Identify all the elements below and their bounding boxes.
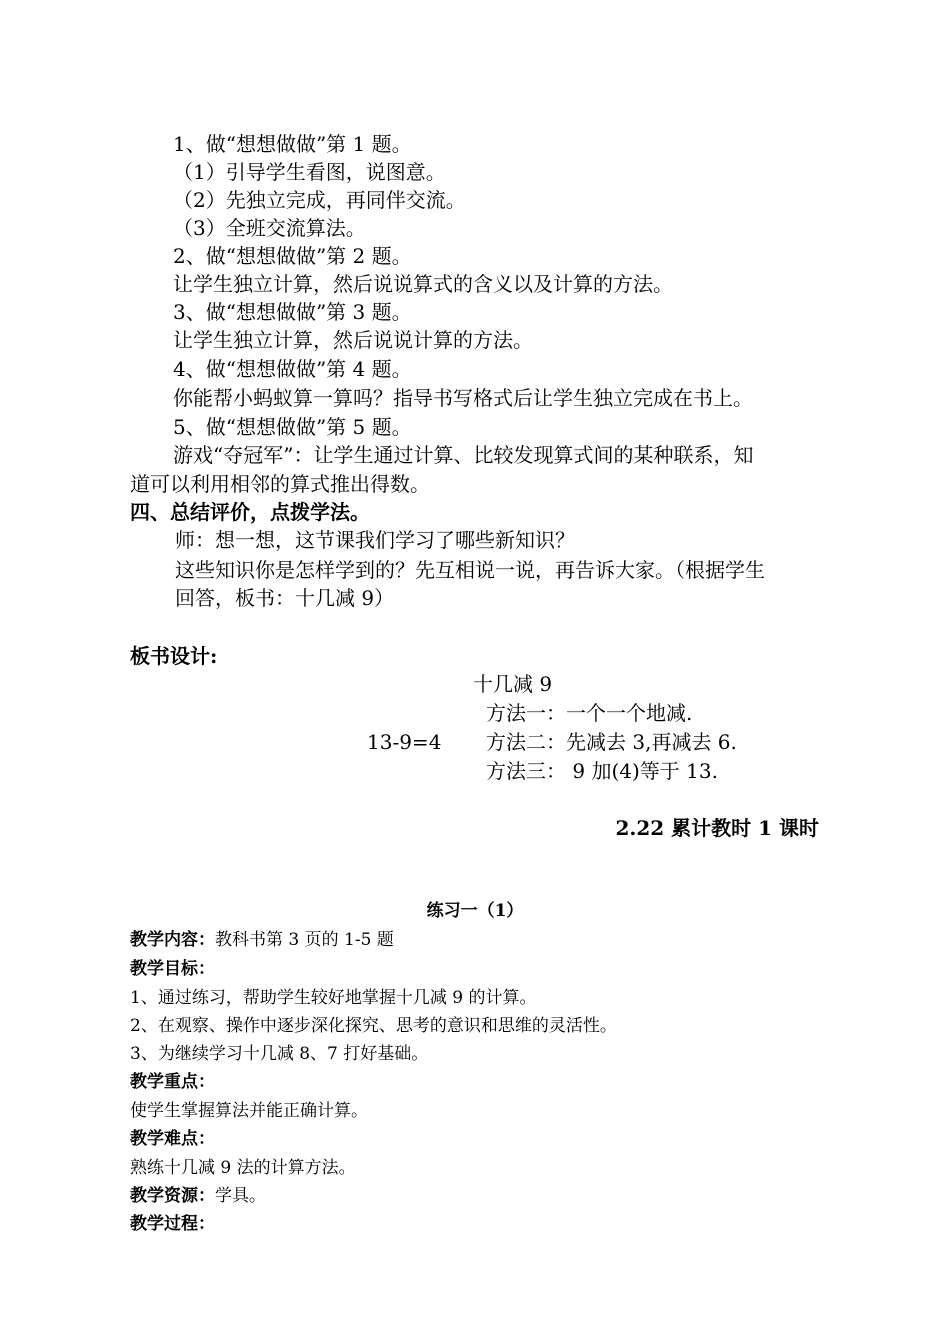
- teaching-goals-label: 教学目标：: [130, 959, 215, 979]
- teaching-resources: [130, 1184, 266, 1208]
- item-5: 5、做“想想做做”第 5 题。: [173, 415, 412, 439]
- key-point-value: 使学生掌握算法并能正确计算。: [130, 1101, 368, 1121]
- board-method-1: 方法一：一个一个地减.: [486, 701, 693, 725]
- item-3-desc: 让学生独立计算，然后说说计算的方法。: [173, 328, 533, 352]
- item-5-desc-line-2: 道可以利用相邻的算式推出得数。: [130, 472, 430, 496]
- item-2: 2、做“想想做做”第 2 题。: [173, 244, 412, 268]
- item-1-sub-2: （2）先独立完成，再同伴交流。: [173, 188, 466, 212]
- teaching-process-label: 教学过程：: [130, 1214, 215, 1234]
- goal-1: 1、通过练习，帮助学生较好地掌握十几减 9 的计算。: [130, 988, 537, 1008]
- board-title: 十几减 9: [473, 672, 553, 696]
- board-equation: 13-9=4: [367, 730, 442, 754]
- teaching-content-value: 教科书第 3 页的 1-5 题: [215, 930, 394, 950]
- item-3: 3、做“想想做做”第 3 题。: [173, 300, 412, 324]
- item-1-sub-3: （3）全班交流算法。: [173, 216, 366, 240]
- summary-line-2: 回答，板书：十几减 9）: [175, 586, 395, 610]
- item-4: 4、做“想想做做”第 4 题。: [173, 357, 412, 381]
- section-4-heading: 四、总结评价，点拨学法。: [130, 500, 370, 524]
- summary-line-1: 这些知识你是怎样学到的？先互相说一说，再告诉大家。（根据学生: [175, 558, 765, 582]
- difficulty-value: 熟练十几减 9 法的计算方法。: [130, 1158, 356, 1178]
- key-point-label: 教学重点：: [130, 1072, 215, 1092]
- item-2-desc: 让学生独立计算，然后说说算式的含义以及计算的方法。: [173, 272, 673, 296]
- item-1-sub-1: （1）引导学生看图，说图意。: [173, 160, 446, 184]
- lesson-counter: 2.22 累计教时 1 课时: [615, 816, 819, 840]
- item-1: 1、做“想想做做”第 1 题。: [173, 132, 412, 156]
- goal-2: 2、在观察、操作中逐步深化探究、思考的意识和思维的灵活性。: [130, 1016, 617, 1036]
- board-method-2: 方法二：先减去 3,再减去 6.: [486, 730, 737, 754]
- teaching-content: [130, 928, 394, 952]
- teaching-content-label: 教学内容：: [130, 930, 215, 950]
- teacher-line: 师：想一想，这节课我们学习了哪些新知识？: [175, 528, 575, 552]
- resources-value: 学具。: [215, 1186, 266, 1206]
- item-4-desc: 你能帮小蚂蚁算一算吗？指导书写格式后让学生独立完成在书上。: [173, 386, 753, 410]
- resources-label: 教学资源：: [130, 1186, 215, 1206]
- goal-3: 3、为继续学习十几减 8、7 打好基础。: [130, 1044, 429, 1064]
- board-method-3: 方法三： 9 加(4)等于 13.: [486, 759, 718, 783]
- item-5-desc-line-1: 游戏“夺冠军”：让学生通过计算、比较发现算式间的某种联系，知: [173, 443, 754, 467]
- lesson-2-title: 练习一（1）: [426, 901, 524, 921]
- difficulty-label: 教学难点：: [130, 1129, 215, 1149]
- board-heading: 板书设计:: [130, 644, 218, 668]
